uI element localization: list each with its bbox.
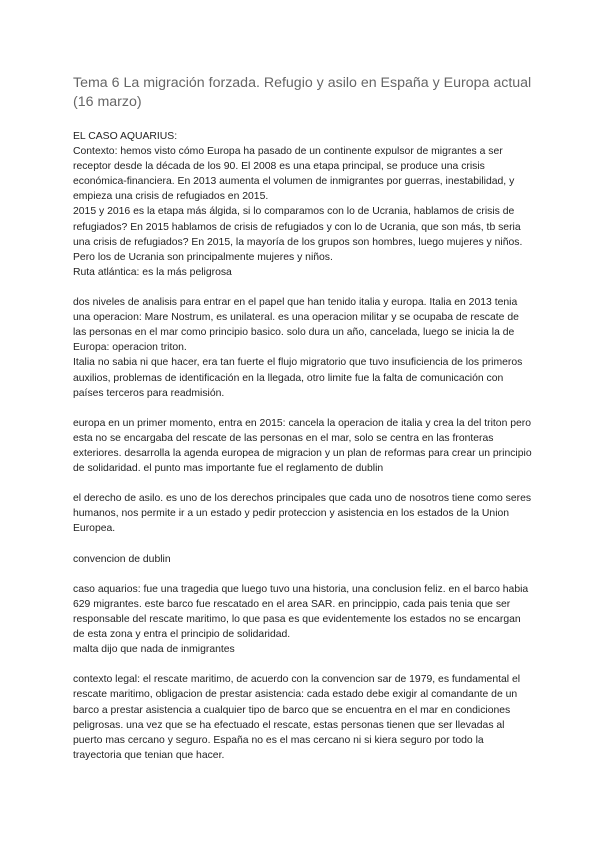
- paragraph-gap: [73, 401, 533, 416]
- paragraph-gap: [73, 476, 533, 491]
- document-body: [73, 129, 533, 763]
- asylum-right-paragraph: el derecho de asilo. es uno de los derechos principales que cada uno de nosotros tiene como seres humanos, nos permite ir a un estado y pedir proteccion y asistencia en los estados de la Union Europea.: [73, 493, 532, 535]
- italy-paragraph: Italia no sabia ni que hacer, era tan fuerte el flujo migratorio que tuvo insuficiencia de los primeros auxilios, problemas de identificación en la llegada, otro limite fue la falta de comunicación con países terceros para readmisión.: [73, 357, 523, 399]
- europe-paragraph: europa en un primer momento, entra en 2015: cancela la operacion de italia y crea la del triton pero esta no se encargaba del rescate de las personas en el mar, solo se centra en las fronteras exteriores. desarrolla la agenda europea de migracion y un plan de reformas para crear un principio de solidaridad. el punto mas importante fue el reglamento de dublin: [73, 417, 532, 475]
- paragraph-gap: [73, 280, 533, 295]
- dublin-convention-line: convencion de dublin: [73, 553, 171, 565]
- paragraph-gap: [73, 537, 533, 552]
- context-paragraph: Contexto: hemos visto cómo Europa ha pasado de un continente expulsor de migrantes a ser receptor desde la década de los 90. El 2008 es una etapa principal, se produce una crisis económica-financiera. En 2013 aumenta el volumen de inmigrantes por guerras, inestabilidad, y empieza una crisis de refugiados en 2015.: [73, 146, 515, 203]
- paragraph-gap: [73, 567, 533, 582]
- analysis-levels-paragraph: dos niveles de analisis para entrar en el papel que han tenido italia y europa. Italia en 2013 tenia una operacion: Mare Nostrum, es unilateral. es una operacion militar y se ocupaba de rescate de las personas en el mar como principio basico. solo dura un año, cancelada, luego se inicia la de Europa: operacion triton.: [73, 297, 519, 354]
- crisis-comparison-paragraph: 2015 y 2016 es la etapa más álgida, si lo comparamos con lo de Ucrania, hablamos de crisis de refugiados? En 2015 hablamos de crisis de refugiados y con lo de Ucrania, que son más, tb seria una crisis de refugiados? En 2015, la mayoría de los grupos son hombres, luego mujeres y niños. Pero los de Ucrania son principalmente mujeres y niños.: [73, 206, 523, 263]
- aquarius-case-paragraph: caso aquarios: fue una tragedia que luego tuvo una historia, una conclusion feliz. en el barco habia 629 migrantes. este barco fue rescatado en el area SAR. en princippio, cada pais tenia que ser responsable del rescate maritimo, lo que pasa es que evidentemente los estados no se encargan de esta zona y entra el principio de solidaridad.: [73, 583, 529, 641]
- document-title: Tema 6 La migración forzada. Refugio y asilo en España y Europa actual (16 marzo): [73, 75, 532, 110]
- malta-line: malta dijo que nada de inmigrantes: [73, 644, 235, 656]
- legal-context-paragraph: contexto legal: el rescate maritimo, de acuerdo con la convencion sar de 1979, es fundamental el rescate maritimo, obligacion de prestar asistencia: cada estado debe exigir al comandante de un barco a prestar asistencia a cualquier tipo de barco que se encuentra en el mar en condiciones peligrosas. una vez que se ha efectuado el rescate, estas personas tienen que ser llevadas al puerto mas cercano y seguro. España no es el mas cercano ni si kiera seguro por todo la trayectoria que tenian que hacer.: [73, 674, 521, 761]
- atlantic-route-line: Ruta atlántica: es la más peligrosa: [73, 266, 232, 278]
- section-heading: EL CASO AQUARIUS:: [73, 131, 178, 142]
- paragraph-gap: [73, 657, 533, 672]
